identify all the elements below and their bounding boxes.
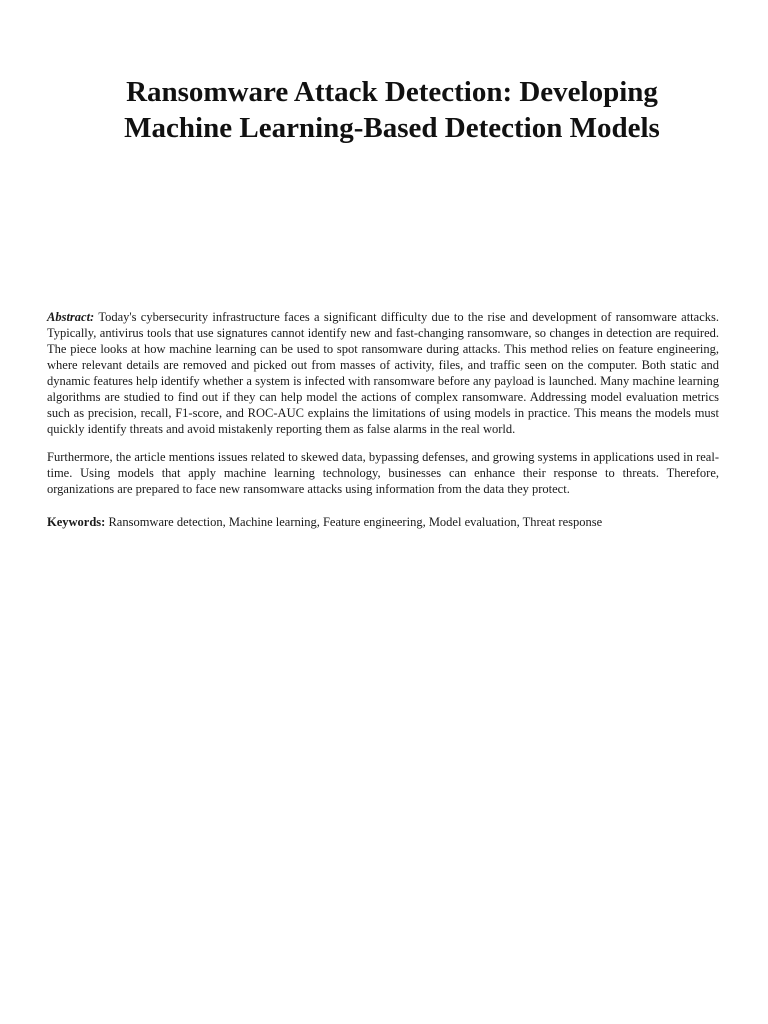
keywords-label: Keywords: [47,515,106,529]
abstract-section [47,309,719,530]
second-paragraph: Furthermore, the article mentions issues related to skewed data, bypassing defenses, and growing systems in applications used in real-time. Using models that apply machine learning technology, businesses can enhance their response to threats. Therefore, organizations are prepared to face new ransomware attacks using information from the data they protect. [47,450,719,496]
keywords-line [47,514,719,530]
abstract-paragraph [47,309,719,437]
paper-title-line-2: Machine Learning-Based Detection Models [124,112,660,144]
paper-title-line-1: Ransomware Attack Detection: Developing [126,76,658,108]
paper-title [60,74,724,146]
abstract-label: Abstract: [47,310,95,324]
abstract-text: Today's cybersecurity infrastructure faces a significant difficulty due to the rise and development of ransomware attacks. Typically, antivirus tools that use signatures cannot identify new and fast-changing ransomware, so changes in detection are required. The piece looks at how machine learning can be used to spot ransomware during attacks. This method relies on feature engineering, where relevant details are removed and picked out from masses of activity, files, and traffic seen on the computer. Both static and dynamic features help identify whether a system is infected with ransomware before any payload is launched. Many machine learning algorithms are studied to find out if they can help model the actions of complex ransomware. Addressing model evaluation metrics such as precision, recall, F1-score, and ROC-AUC explains the limitations of using models in practice. This means the models must quickly identify threats and avoid mistakenly reporting them as false alarms in the real world. [47,310,719,436]
keywords-text: Ransomware detection, Machine learning, Feature engineering, Model evaluation, Threat response [108,515,603,529]
